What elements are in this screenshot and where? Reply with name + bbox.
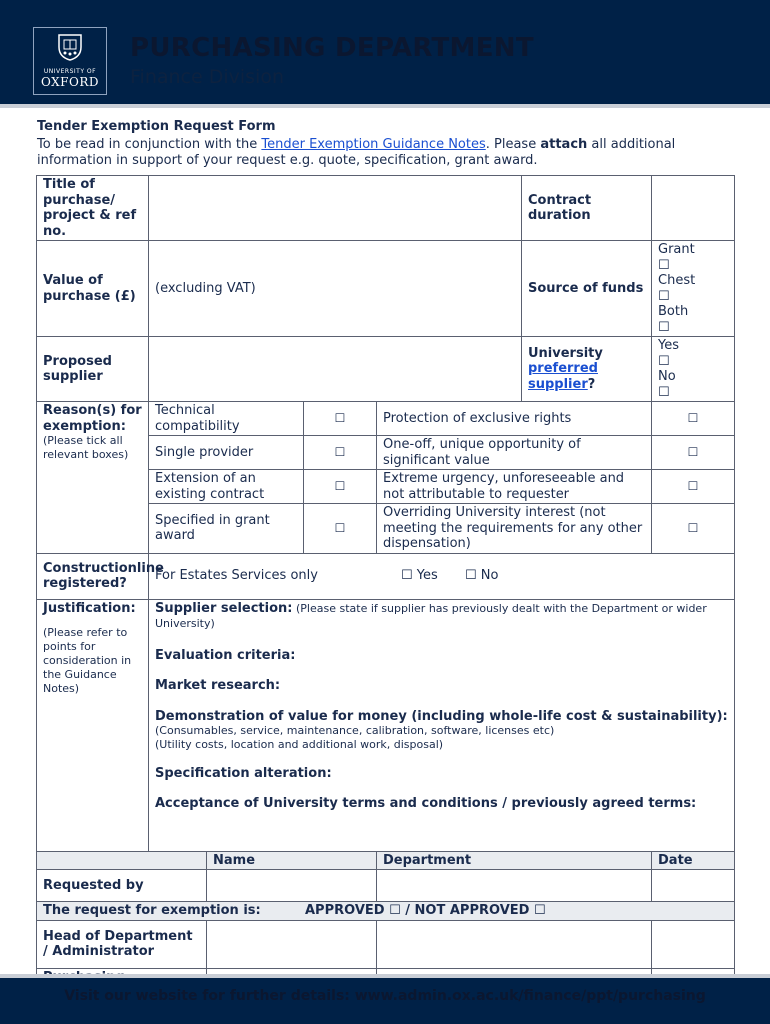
- construction-no-checkbox[interactable]: ☐ No: [465, 568, 499, 584]
- vfm-hint-2: (Utility costs, location and additional work, disposal): [155, 738, 444, 751]
- evaluation-label: Evaluation criteria:: [155, 647, 296, 663]
- exemption-form-table: [36, 175, 735, 987]
- construction-cell: [149, 553, 735, 599]
- crest-icon: [55, 32, 85, 62]
- oxford-logo: [33, 27, 107, 95]
- construction-label: Constructionline registered?: [37, 553, 149, 599]
- reason-extension-checkbox[interactable]: ☐: [304, 470, 377, 504]
- supplier-selection-hint: (Please state if supplier has previously dealt with the Department or wider University): [155, 601, 707, 630]
- page-subtitle: Finance Division: [130, 66, 285, 88]
- reason-technical-label: Technical compatibility: [149, 402, 304, 436]
- supplier-selection-label: Supplier selection:: [155, 600, 293, 616]
- page-title: PURCHASING DEPARTMENT: [130, 33, 534, 63]
- source-chest-label: Chest: [658, 273, 696, 288]
- head-name-input[interactable]: [207, 920, 377, 968]
- vfm-label: Demonstration of value for money (including whole-life cost & sustainability):: [155, 708, 728, 724]
- requested-by-department-input[interactable]: [377, 870, 652, 902]
- specification-label: Specification alteration:: [155, 766, 332, 781]
- justification-label-cell: [37, 599, 149, 851]
- approval-row: [37, 902, 735, 921]
- preferred-supplier-label: University preferred supplier?: [522, 337, 652, 402]
- source-grant-label: Grant: [658, 242, 695, 257]
- preferred-no-label: No: [658, 369, 676, 384]
- reason-protection-checkbox[interactable]: ☐: [652, 402, 735, 436]
- approval-text: The request for exemption is:: [43, 903, 261, 918]
- head-date-input[interactable]: [652, 920, 735, 968]
- preferred-yes-checkbox[interactable]: ☐: [658, 353, 670, 369]
- source-chest-checkbox[interactable]: ☐: [658, 288, 670, 304]
- reason-overriding-checkbox[interactable]: ☐: [652, 504, 735, 554]
- signoff-blank-header: [37, 851, 207, 870]
- reason-urgency-checkbox[interactable]: ☐: [652, 470, 735, 504]
- approval-options[interactable]: APPROVED ☐ / NOT APPROVED ☐: [305, 903, 546, 918]
- requested-by-name-input[interactable]: [207, 870, 377, 902]
- contract-duration-label: Contract duration: [522, 176, 652, 241]
- contract-duration-input[interactable]: [652, 176, 735, 241]
- reason-extension-label: Extension of an existing contract: [149, 470, 304, 504]
- reasons-hint: (Please tick all relevant boxes): [43, 434, 129, 461]
- preferred-no-checkbox[interactable]: ☐: [658, 384, 670, 400]
- construction-text: For Estates Services only: [155, 568, 318, 584]
- reason-protection-label: Protection of exclusive rights: [377, 402, 652, 436]
- preferred-yes-label: Yes: [658, 338, 679, 353]
- justification-hint: (Please refer to points for consideration in the Guidance Notes): [43, 626, 132, 695]
- col-department-header: Department: [377, 851, 652, 870]
- supplier-input[interactable]: [149, 337, 522, 402]
- footer-text: Visit our website for further details: www.admin.ox.ac.uk/finance/ppt/purchasing: [64, 988, 706, 1004]
- supplier-label: Proposed supplier: [37, 337, 149, 402]
- requested-by-date-input[interactable]: [652, 870, 735, 902]
- reasons-label: Reason(s) for exemption:: [43, 403, 142, 434]
- justification-label: Justification:: [43, 600, 136, 616]
- title-input[interactable]: [149, 176, 522, 241]
- market-label: Market research:: [155, 678, 281, 693]
- source-both-checkbox[interactable]: ☐: [658, 319, 670, 335]
- reason-grant-checkbox[interactable]: ☐: [304, 504, 377, 554]
- intro-text: To be read in conjunction with the Tender Exemption Guidance Notes. Please attach all additional information in support of your request e.g. quote, specification, grant award.: [37, 137, 676, 168]
- title-label: Title of purchase/ project & ref no.: [37, 176, 149, 241]
- acceptance-label: Acceptance of University terms and conditions / previously agreed terms:: [155, 795, 697, 811]
- guidance-notes-link[interactable]: Tender Exemption Guidance Notes: [261, 137, 486, 152]
- reason-one-off-label: One-off, unique opportunity of significant value: [377, 436, 652, 470]
- source-options: [652, 241, 735, 337]
- value-label: Value of purchase (£): [37, 241, 149, 337]
- page-header: [0, 0, 770, 104]
- col-name-header: Name: [207, 851, 377, 870]
- col-date-header: Date: [652, 851, 735, 870]
- vfm-hint-1: (Consumables, service, maintenance, calibration, software, licenses etc): [155, 724, 555, 737]
- reason-technical-checkbox[interactable]: ☐: [304, 402, 377, 436]
- value-input[interactable]: [149, 241, 522, 337]
- logo-line2: OXFORD: [41, 75, 99, 89]
- reason-overriding-label: Overriding University interest (not meeting the requirements for any other dispensation): [377, 504, 652, 554]
- value-hint: (excluding VAT): [155, 280, 256, 296]
- source-both-label: Both: [658, 304, 689, 319]
- preferred-options: [652, 337, 735, 402]
- preferred-supplier-link[interactable]: preferred supplier: [528, 361, 598, 392]
- head-department-input[interactable]: [377, 920, 652, 968]
- requested-by-label: Requested by: [37, 870, 207, 902]
- reason-urgency-label: Extreme urgency, unforeseeable and not attributable to requester: [377, 470, 652, 504]
- source-grant-checkbox[interactable]: ☐: [658, 257, 670, 273]
- reason-grant-label: Specified in grant award: [149, 504, 304, 554]
- logo-line1: UNIVERSITY OF: [43, 68, 97, 75]
- reason-single-provider-checkbox[interactable]: ☐: [304, 436, 377, 470]
- source-label: Source of funds: [522, 241, 652, 337]
- reason-single-provider-label: Single provider: [149, 436, 304, 470]
- reasons-label-cell: [37, 402, 149, 554]
- form-title: Tender Exemption Request Form: [37, 119, 276, 134]
- justification-cell[interactable]: [149, 599, 735, 851]
- reason-one-off-checkbox[interactable]: ☐: [652, 436, 735, 470]
- head-of-department-label: Head of Department / Administrator: [37, 920, 207, 968]
- header-divider: [0, 104, 770, 108]
- construction-yes-checkbox[interactable]: ☐ Yes: [401, 568, 438, 584]
